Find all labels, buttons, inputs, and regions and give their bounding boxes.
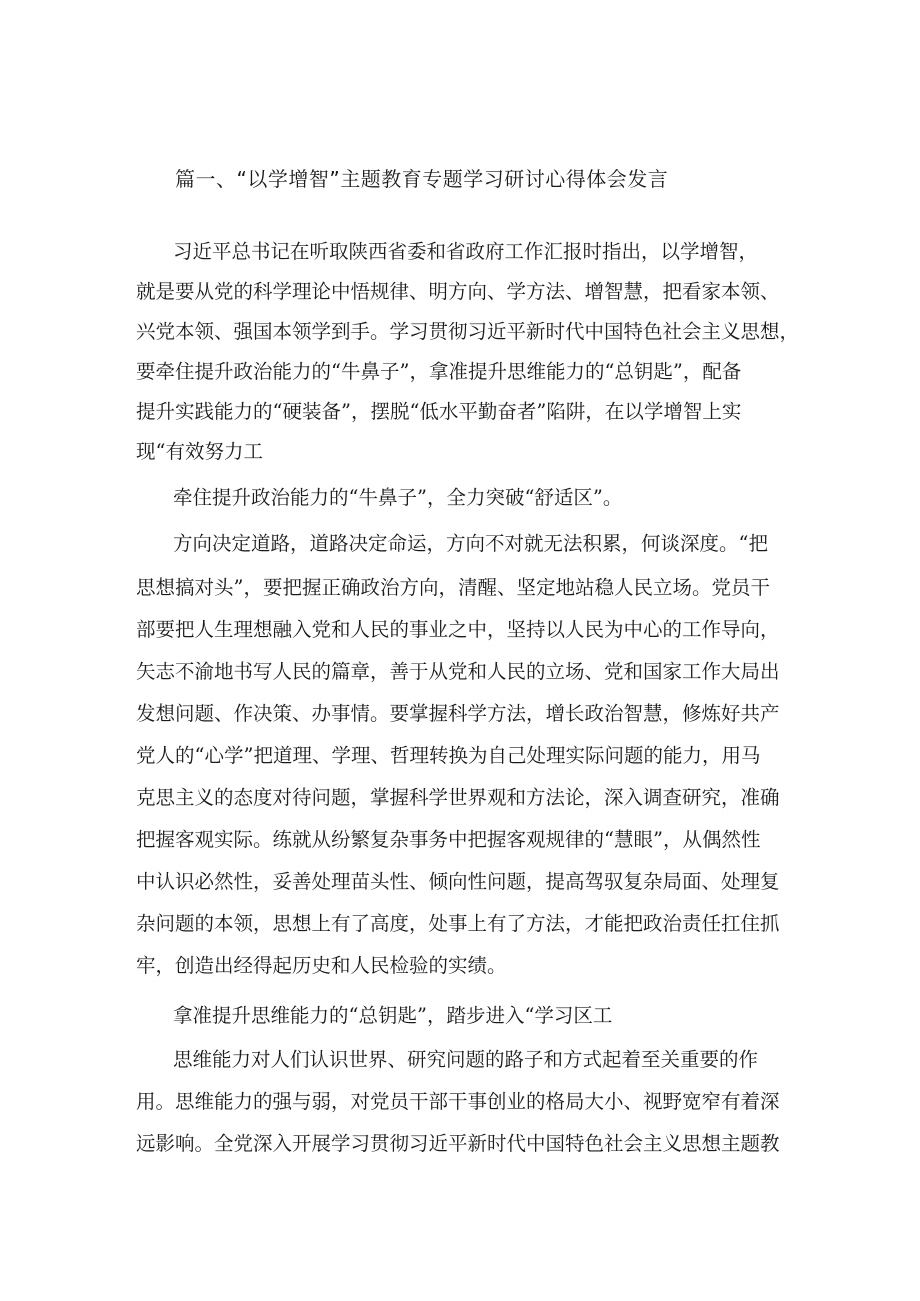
paragraph-3-line-5: 发想问题、作决策、办事情。要掌握科学方法，增长政治智慧，修炼好共产 <box>136 702 780 725</box>
paragraph-2-line-1: 牵住提升政治能力的“牛鼻子”，全力突破“舒适区”。 <box>173 486 623 509</box>
paragraph-4-line-1: 拿准提升思维能力的“总钥匙”，踏步进入“学习区工 <box>173 1004 613 1027</box>
paragraph-3-line-8: 把握客观实际。练就从纷繁复杂事务中把握客观规律的“慧眼”，从偶然性 <box>136 828 761 851</box>
paragraph-3-line-1: 方向决定道路，道路决定命运，方向不对就无法积累，何谈深度。“把 <box>173 532 768 555</box>
paragraph-1-line-4: 要牵住提升政治能力的“牛鼻子”，拿准提升思维能力的“总钥匙”，配备 <box>136 360 742 383</box>
paragraph-3-line-6: 党人的“心学”把道理、学理、哲理转换为自己处理实际问题的能力，用马 <box>136 744 761 767</box>
paragraph-3-line-9: 中认识必然性，妥善处理苗头性、倾向性问题，提高驾驭复杂局面、处理复 <box>136 870 780 893</box>
paragraph-1-line-2: 就是要从党的科学理论中悟规律、明方向、学方法、增智慧，把看家本领、 <box>136 280 780 303</box>
paragraph-3-line-10: 杂问题的本领，思想上有了高度，处事上有了方法，才能把政治责任扛住抓 <box>136 912 780 935</box>
paragraph-5-line-1: 思维能力对人们认识世界、研究问题的路子和方式起着至关重要的作 <box>173 1048 759 1071</box>
paragraph-5-line-3: 远影响。全党深入开展学习贯彻习近平新时代中国特色社会主义思想主题教 <box>136 1132 780 1155</box>
paragraph-3-line-3: 部要把人生理想融入党和人民的事业之中，坚持以人民为中心的工作导向， <box>136 618 780 641</box>
paragraph-1-line-5: 提升实践能力的“硬装备”，摆脱“低水平勤奋者”陷阱，在以学增智上实 <box>136 400 742 423</box>
paragraph-3-line-7: 克思主义的态度对待问题，掌握科学世界观和方法论，深入调查研究，准确 <box>136 786 780 809</box>
paragraph-1-line-3: 兴党本领、强国本领学到手。学习贯彻习近平新时代中国特色社会主义思想， <box>136 320 800 343</box>
paragraph-3-line-11: 牢，创造出经得起历史和人民检验的实绩。 <box>136 954 507 977</box>
paragraph-3-line-4: 矢志不渝地书写人民的篇章，善于从党和人民的立场、党和国家工作大局出 <box>136 660 780 683</box>
paragraph-5-line-2: 用。思维能力的强与弱，对党员干部干事创业的格局大小、视野宽窄有着深 <box>136 1090 780 1113</box>
paragraph-1-line-6: 现“有效努力工 <box>136 440 263 463</box>
document-title: 篇一、“以学增智”主题教育专题学习研讨心得体会发言 <box>175 167 669 191</box>
paragraph-1-line-1: 习近平总书记在听取陕西省委和省政府工作汇报时指出，以学增智， <box>173 240 759 263</box>
paragraph-3-line-2: 思想搞对头”，要把握正确政治方向，清醒、坚定地站稳人民立场。党员干 <box>136 576 770 599</box>
